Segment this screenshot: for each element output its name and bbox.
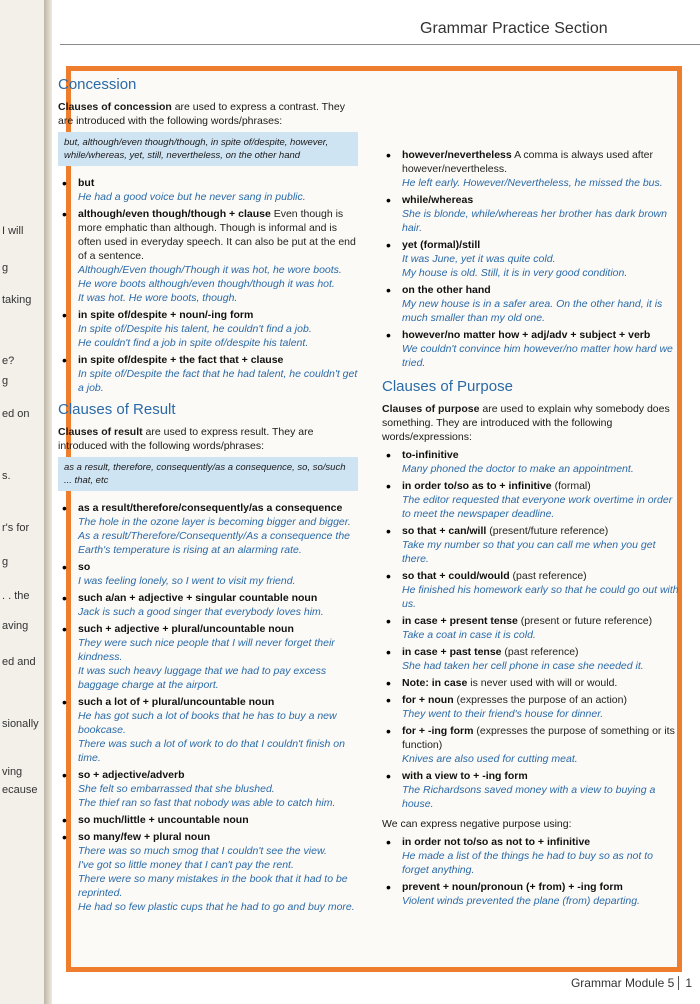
grammar-rule-item [58, 207, 358, 305]
rule-pattern: such + adjective + plural/uncountable noun [78, 623, 294, 635]
rule-pattern: in case + present tense [402, 615, 518, 627]
grammar-rule-item [58, 622, 358, 692]
result-list [58, 501, 358, 914]
grammar-rule-item [58, 768, 358, 810]
grammar-rule-item [382, 238, 682, 280]
rule-explanation: A comma is always used after however/nevertheless. [402, 149, 653, 175]
grammar-rule-item [382, 193, 682, 235]
rule-pattern: prevent + noun/pronoun (+ from) + -ing form [402, 881, 623, 893]
rule-example: She is blonde, while/whereas her brother has dark brown hair. [402, 208, 667, 234]
previous-page-margin [0, 0, 49, 1004]
rule-example: Although/Even though/Though it was hot, he wore boots. [78, 264, 342, 276]
grammar-rule-item [382, 835, 682, 877]
rule-example: Take my number so that you can call me when you get there. [402, 539, 656, 565]
grammar-rule-item [58, 308, 358, 350]
grammar-rule-item [382, 524, 682, 566]
rule-example: There was so much smog that I couldn't see the view. [78, 845, 327, 857]
rule-pattern: so that + could/would [402, 570, 510, 582]
rule-example: I've got so little money that I can't pay the rent. [78, 859, 294, 871]
rule-example: I was feeling lonely, so I went to visit my friend. [78, 575, 296, 587]
previous-page-fragment: taking [2, 294, 32, 306]
rule-explanation: (present/future reference) [486, 525, 609, 537]
rule-example: It was hot. He wore boots, though. [78, 292, 238, 304]
previous-page-fragment: ed on [2, 408, 30, 420]
grammar-rule-item [382, 614, 682, 642]
rule-pattern: however/no matter how + adj/adv + subject + verb [402, 329, 651, 341]
page-number: 1 [678, 976, 692, 990]
rule-example: He made a list of the things he had to buy so as not to forget anything. [402, 850, 653, 876]
grammar-rule-item [382, 645, 682, 673]
grammar-rule-item [382, 880, 682, 908]
rule-example: He couldn't find a job in spite of/despite his talent. [78, 337, 309, 349]
rule-example: There was such a lot of work to do that I couldn't finish on time. [78, 738, 345, 764]
result-intro: Clauses of result are used to express result. They are introduced with the following words/phrases: [58, 426, 314, 452]
rule-example: There were so many mistakes in the book that it had to be reprinted. [78, 873, 348, 899]
header-divider [60, 44, 700, 45]
rule-pattern: in order not to/so as not to + infinitive [402, 836, 591, 848]
rule-explanation: (expresses the purpose of an action) [453, 694, 627, 706]
purpose-heading: Clauses of Purpose [382, 378, 513, 395]
rule-pattern: in case + past tense [402, 646, 502, 658]
rule-pattern: on the other hand [402, 284, 491, 296]
rule-example: In spite of/Despite the fact that he had talent, he couldn't get a job. [78, 368, 358, 394]
left-column [58, 78, 358, 917]
rule-example: He had so few plastic cups that he had to go and buy more. [78, 901, 355, 913]
rule-example: He wore boots although/even though/though it was hot. [78, 278, 335, 290]
rule-example: She had taken her cell phone in case she needed it. [402, 660, 644, 672]
rule-explanation: (present or future reference) [517, 615, 653, 627]
rule-example: It was such heavy luggage that we had to pay excess baggage charge at the airport. [78, 665, 327, 691]
page-footer: Grammar Module 5 1 [570, 976, 692, 990]
grammar-rule-item [58, 591, 358, 619]
previous-page-fragment: g [2, 262, 9, 274]
previous-page-fragment: r's for [2, 522, 30, 534]
rule-pattern: so much/little + uncountable noun [78, 814, 249, 826]
rule-pattern: in spite of/despite + noun/-ing form [78, 309, 254, 321]
book-spine [44, 0, 52, 1004]
purpose-list [382, 448, 682, 811]
rule-example: Take a coat in case it is cold. [402, 629, 536, 641]
rule-pattern: in order to/so as to + infinitive [402, 480, 552, 492]
grammar-rule-item [382, 328, 682, 370]
rule-pattern: yet (formal)/still [402, 239, 481, 251]
grammar-rule-item [382, 693, 682, 721]
previous-page-fragment: sionally [2, 718, 39, 730]
result-heading: Clauses of Result [58, 401, 176, 418]
concession-list-left [58, 176, 358, 395]
previous-page-fragment: I will [2, 225, 24, 237]
grammar-rule-item [382, 676, 682, 690]
rule-pattern: with a view to + -ing form [402, 770, 528, 782]
rule-pattern: such a/an + adjective + singular countable noun [78, 592, 318, 604]
previous-page-fragment: g [2, 375, 9, 387]
grammar-rule-item [382, 448, 682, 476]
grammar-rule-item [382, 769, 682, 811]
previous-page-fragment: . . the [2, 590, 30, 602]
rule-example: My new house is in a safer area. On the other hand, it is much smaller than my old one. [402, 298, 663, 324]
rule-example: My house is old. Still, it is in very good condition. [402, 267, 628, 279]
concession-keywords-box: but, although/even though/though, in spite of/despite, however, while/whereas, yet, still, nevertheless, on the other hand [58, 132, 358, 166]
result-keywords-box: as a result, therefore, consequently/as a consequence, so, so/such ... that, etc [58, 457, 358, 491]
rule-example: The editor requested that everyone work overtime in order to meet the newspaper deadline. [402, 494, 673, 520]
previous-page-fragment: ving [2, 766, 23, 778]
rule-example: Violent winds prevented the plane (from) departing. [402, 895, 640, 907]
rule-pattern: for + noun [402, 694, 454, 706]
grammar-rule-item [58, 353, 358, 395]
rule-pattern: although/even though/though + clause [78, 208, 271, 220]
grammar-rule-item [58, 830, 358, 914]
previous-page-fragment: s. [2, 470, 11, 482]
rule-example: He has got such a lot of books that he has to buy a new bookcase. [78, 710, 337, 736]
rule-example: He left early. However/Nevertheless, he missed the bus. [402, 177, 663, 189]
rule-example: The hole in the ozone layer is becoming bigger and bigger. As a result/Therefore/Consequently/As a consequence the Earth's temperature is rising at an alarming rate. [78, 516, 351, 556]
rule-example: Jack is such a good singer that everybody loves him. [78, 606, 324, 618]
rule-example: We couldn't convince him however/no matter how hard we tried. [402, 343, 673, 369]
rule-pattern: however/nevertheless [402, 149, 512, 161]
rule-pattern: so that + can/will [402, 525, 487, 537]
rule-example: In spite of/Despite his talent, he couldn't find a job. [78, 323, 312, 335]
rule-explanation: (expresses the purpose of something or its function) [402, 725, 675, 751]
rule-example: The Richardsons saved money with a view to buying a house. [402, 784, 656, 810]
negative-purpose-list [382, 835, 682, 908]
rule-explanation: is never used with will or would. [467, 677, 618, 689]
rule-explanation: (past reference) [501, 646, 579, 658]
rule-explanation: (formal) [551, 480, 591, 492]
rule-explanation: Even though is more emphatic than although. Though is informal and is often used in everyday speech. It can also be put at the end of a sentence. [78, 208, 356, 262]
grammar-rule-item [382, 283, 682, 325]
rule-pattern: for + -ing form [402, 725, 474, 737]
rule-example: The thief ran so fast that nobody was able to catch him. [78, 797, 336, 809]
rule-explanation: (past reference) [509, 570, 587, 582]
previous-page-fragment: e? [2, 355, 15, 367]
rule-pattern: so + adjective/adverb [78, 769, 185, 781]
rule-pattern: Note: in case [402, 677, 468, 689]
page-header: Grammar Practice Section [420, 20, 608, 37]
concession-list-right [382, 148, 682, 370]
rule-example: Many phoned the doctor to make an appointment. [402, 463, 634, 475]
previous-page-fragment: aving [2, 620, 29, 632]
rule-example: It was June, yet it was quite cold. [402, 253, 556, 265]
rule-pattern: while/whereas [402, 194, 474, 206]
concession-intro: Clauses of concession are used to express a contrast. They are introduced with the following words/phrases: [58, 101, 345, 127]
rule-example: Knives are also used for cutting meat. [402, 753, 578, 765]
rule-example: They were such nice people that I will never forget their kindness. [78, 637, 335, 663]
purpose-intro: Clauses of purpose are used to explain why somebody does something. They are introduced with the following words/expressions: [382, 403, 670, 443]
rule-pattern: so [78, 561, 91, 573]
rule-example: He had a good voice but he never sang in public. [78, 191, 306, 203]
rule-example: He finished his homework early so that he could go out with us. [402, 584, 679, 610]
rule-example: She felt so embarrassed that she blushed. [78, 783, 275, 795]
right-column [382, 148, 682, 911]
previous-page-fragment: ecause [2, 784, 38, 796]
grammar-rule-item [58, 501, 358, 557]
rule-pattern: as a result/therefore/consequently/as a consequence [78, 502, 343, 514]
rule-pattern: in spite of/despite + the fact that + clause [78, 354, 284, 366]
negative-purpose-intro: We can express negative purpose using: [382, 818, 572, 830]
rule-pattern: but [78, 177, 95, 189]
previous-page-fragment: ed and [2, 656, 36, 668]
rule-example: They went to their friend's house for dinner. [402, 708, 604, 720]
grammar-rule-item [58, 813, 358, 827]
grammar-rule-item [382, 724, 682, 766]
grammar-rule-item [58, 695, 358, 765]
previous-page-fragment: g [2, 556, 9, 568]
grammar-rule-item [382, 479, 682, 521]
grammar-rule-item [382, 148, 682, 190]
rule-pattern: such a lot of + plural/uncountable noun [78, 696, 275, 708]
rule-pattern: to-infinitive [402, 449, 459, 461]
rule-pattern: so many/few + plural noun [78, 831, 211, 843]
grammar-rule-item [58, 560, 358, 588]
grammar-rule-item [58, 176, 358, 204]
concession-heading: Concession [58, 76, 137, 93]
grammar-rule-item [382, 569, 682, 611]
